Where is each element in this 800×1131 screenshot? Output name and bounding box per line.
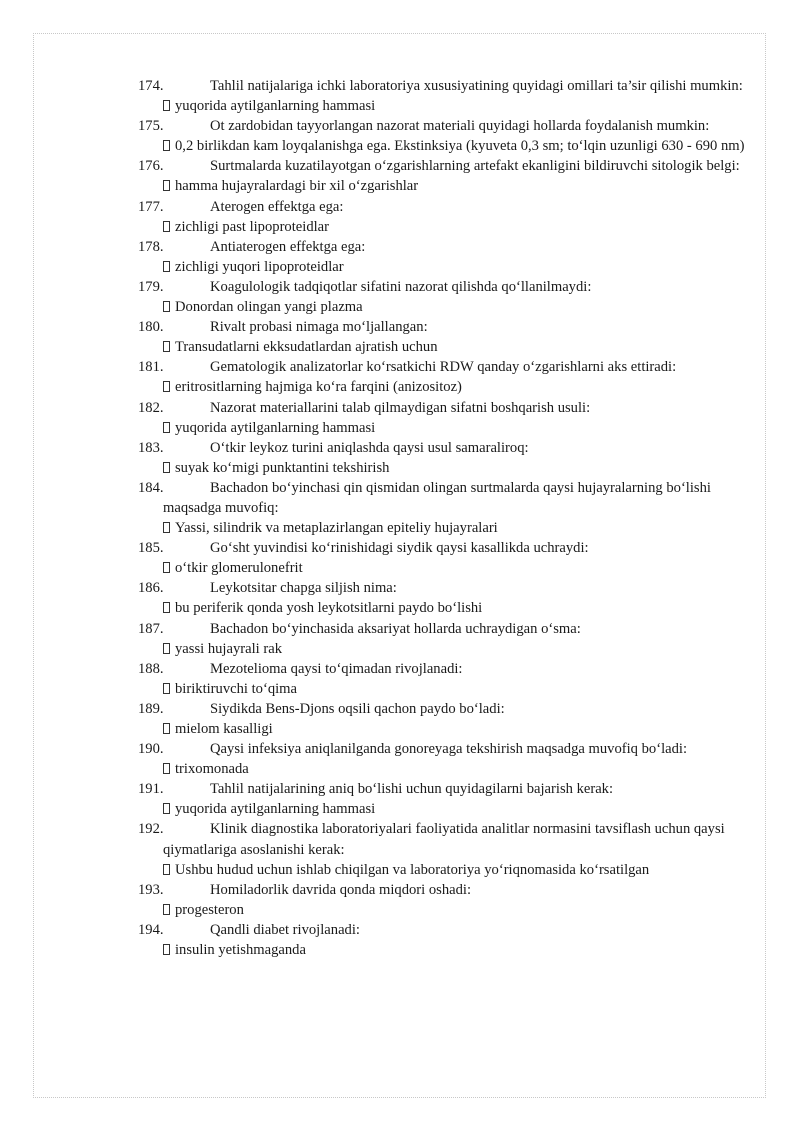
question	[138, 739, 746, 759]
answer-text: bu periferik qonda yosh leykotsitlarni paydo bo‘lishi	[175, 600, 483, 617]
question-text: Siydikda Bens-Djons oqsili qachon paydo bo‘ladi:	[210, 700, 505, 717]
checkbox-icon	[163, 140, 170, 151]
question-item	[138, 619, 746, 659]
question-number: 188.	[138, 660, 164, 677]
answer-text: insulin yetishmaganda	[175, 942, 306, 959]
question-item	[138, 438, 746, 478]
answer	[138, 759, 746, 779]
checkbox-icon	[163, 381, 170, 392]
checkbox-icon	[163, 723, 170, 734]
question-text: Tahlil natijalariga ichki laboratoriya xususiyatining quyidagi omillari ta’sir qilishi mumkin:	[210, 78, 743, 94]
question-text: Qandli diabet rivojlanadi:	[210, 921, 360, 938]
question-item	[138, 197, 746, 237]
question	[138, 538, 746, 558]
question-item	[138, 398, 746, 438]
checkbox-icon	[163, 462, 170, 473]
question	[138, 438, 746, 458]
checkbox-icon	[163, 904, 170, 915]
question-item	[138, 357, 746, 397]
question-item	[138, 116, 746, 156]
question-number: 178.	[138, 238, 164, 255]
question	[138, 819, 746, 859]
checkbox-icon	[163, 864, 170, 875]
question-number: 174.	[138, 78, 164, 94]
question-item	[138, 779, 746, 819]
question	[138, 619, 746, 639]
question-number: 192.	[138, 821, 164, 838]
question	[138, 920, 746, 940]
checkbox-icon	[163, 602, 170, 613]
question-number: 190.	[138, 741, 164, 758]
answer-text: zichligi yuqori lipoproteidlar	[175, 258, 344, 275]
answer-text: trixomonada	[175, 761, 249, 778]
question	[138, 478, 746, 518]
answer	[138, 598, 746, 618]
checkbox-icon	[163, 261, 170, 272]
question	[138, 398, 746, 418]
checkbox-icon	[163, 221, 170, 232]
answer-text: o‘tkir glomerulonefrit	[175, 560, 303, 577]
question-item	[138, 578, 746, 618]
question-text: Klinik diagnostika laboratoriyalari faoliyatida analitlar normasini tavsiflash uchun qaysi qiymatlariga asoslanishi kerak:	[163, 821, 725, 858]
question	[138, 699, 746, 719]
answer-text: Ushbu hudud uchun ishlab chiqilgan va laboratoriya yo‘riqnomasida ko‘rsatilgan	[175, 861, 650, 878]
answer-text: eritrositlarning hajmiga ko‘ra farqini (anizositoz)	[175, 379, 462, 396]
answer-text: biriktiruvchi to‘qima	[175, 680, 297, 697]
question-text: Leykotsitar chapga siljish nima:	[210, 580, 397, 597]
question-number: 184.	[138, 479, 164, 496]
answer-text: yuqorida aytilganlarning hammasi	[175, 98, 376, 115]
question-number: 193.	[138, 881, 164, 898]
answer	[138, 176, 746, 196]
answer	[138, 799, 746, 819]
question	[138, 237, 746, 257]
answer-text: zichligi past lipoproteidlar	[175, 218, 330, 235]
answer-text: Yassi, silindrik va metaplazirlangan epiteliy hujayralari	[175, 520, 498, 537]
answer	[138, 377, 746, 397]
answer	[138, 297, 746, 317]
question-item	[138, 277, 746, 317]
answer	[138, 639, 746, 659]
question-number: 191.	[138, 781, 164, 798]
checkbox-icon	[163, 180, 170, 191]
checkbox-icon	[163, 100, 170, 111]
question-number: 176.	[138, 158, 164, 175]
question-text: Gematologik analizatorlar ko‘rsatkichi RDW qanday o‘zgarishlarni aks ettiradi:	[210, 359, 677, 376]
question-item	[138, 317, 746, 357]
question-item	[138, 659, 746, 699]
question	[138, 578, 746, 598]
checkbox-icon	[163, 803, 170, 814]
question	[138, 197, 746, 217]
question-text: Qaysi infeksiya aniqlanilganda gonoreyaga tekshirish maqsadga muvofiq bo‘ladi:	[210, 741, 688, 758]
answer	[138, 217, 746, 237]
question-number: 181.	[138, 359, 164, 376]
answer	[138, 719, 746, 739]
question	[138, 317, 746, 337]
question-text: Koagulologik tadqiqotlar sifatini nazorat qilishda qo‘llanilmaydi:	[210, 278, 592, 295]
answer-text: Transudatlarni ekksudatlardan ajratish uchun	[175, 339, 438, 356]
question-number: 182.	[138, 399, 164, 416]
checkbox-icon	[163, 763, 170, 774]
question-number: 183.	[138, 439, 164, 456]
question-text: Surtmalarda kuzatilayotgan o‘zgarishlarning artefakt ekanligini bildiruvchi sitologik belgi:	[210, 158, 740, 175]
question-number: 186.	[138, 580, 164, 597]
question-text: O‘tkir leykoz turini aniqlashda qaysi usul samaraliroq:	[210, 439, 529, 456]
question	[138, 659, 746, 679]
question	[138, 357, 746, 377]
question-number: 177.	[138, 198, 164, 215]
question-text: Bachadon bo‘yinchasi qin qismidan olingan surtmalarda qaysi hujayralarning bo‘lishi maqsadga muvofiq:	[163, 479, 711, 516]
answer	[138, 558, 746, 578]
question-text: Tahlil natijalarining aniq bo‘lishi uchun quyidagilarni bajarish kerak:	[210, 781, 614, 798]
checkbox-icon	[163, 562, 170, 573]
question-item	[138, 76, 746, 116]
answer-text: yuqorida aytilganlarning hammasi	[175, 419, 376, 436]
question-text: Bachadon bo‘yinchasida aksariyat hollarda uchraydigan o‘sma:	[210, 620, 581, 637]
answer-text: Donordan olingan yangi plazma	[175, 299, 363, 316]
question-number: 185.	[138, 540, 164, 557]
checkbox-icon	[163, 643, 170, 654]
question-text: Aterogen effektga ega:	[210, 198, 344, 215]
answer	[138, 458, 746, 478]
question-number: 189.	[138, 700, 164, 717]
answer	[138, 418, 746, 438]
checkbox-icon	[163, 683, 170, 694]
answer-text: 0,2 birlikdan kam loyqalanishga ega. Ekstinksiya (kyuveta 0,3 sm; to‘lqin uzunligi 630 - 690 nm)	[175, 138, 745, 155]
answer	[138, 96, 746, 116]
question-number: 179.	[138, 278, 164, 295]
checkbox-icon	[163, 422, 170, 433]
question-item	[138, 538, 746, 578]
question-item	[138, 699, 746, 739]
question-number: 194.	[138, 921, 164, 938]
answer-text: hamma hujayralardagi bir xil o‘zgarishlar	[175, 178, 419, 195]
answer	[138, 136, 746, 156]
question-text: Nazorat materiallarini talab qilmaydigan sifatni boshqarish usuli:	[210, 399, 591, 416]
question-text: Go‘sht yuvindisi ko‘rinishidagi siydik qaysi kasallikda uchraydi:	[210, 540, 589, 557]
question-number: 180.	[138, 319, 164, 336]
question-text: Homiladorlik davrida qonda miqdori oshadi:	[210, 881, 472, 898]
question-item	[138, 478, 746, 538]
answer	[138, 337, 746, 357]
checkbox-icon	[163, 341, 170, 352]
answer-text: mielom kasalligi	[175, 721, 273, 737]
question-item	[138, 156, 746, 196]
question-text: Mezotelioma qaysi to‘qimadan rivojlanadi:	[210, 660, 463, 677]
checkbox-icon	[163, 522, 170, 533]
checkbox-icon	[163, 944, 170, 955]
question	[138, 116, 746, 136]
question	[138, 76, 746, 96]
question	[138, 779, 746, 799]
checkbox-icon	[163, 301, 170, 312]
answer-text: progesteron	[175, 901, 244, 918]
question-text: Ot zardobidan tayyorlangan nazorat materiali quyidagi hollarda foydalanish mumkin:	[210, 118, 710, 135]
question	[138, 277, 746, 297]
question-item	[138, 739, 746, 779]
question-text: Rivalt probasi nimaga mo‘ljallangan:	[210, 319, 428, 336]
question-number: 187.	[138, 620, 164, 637]
answer	[138, 900, 746, 920]
answer-text: suyak ko‘migi punktantini tekshirish	[175, 459, 390, 476]
question-list	[138, 76, 746, 960]
question-item	[138, 880, 746, 920]
question	[138, 880, 746, 900]
answer	[138, 679, 746, 699]
question	[138, 156, 746, 176]
answer	[138, 257, 746, 277]
answer-text: yuqorida aytilganlarning hammasi	[175, 801, 376, 818]
answer	[138, 940, 746, 960]
answer	[138, 860, 746, 880]
question-text: Antiaterogen effektga ega:	[210, 238, 366, 255]
answer	[138, 518, 746, 538]
question-item	[138, 920, 746, 960]
question-item	[138, 819, 746, 879]
answer-text: yassi hujayrali rak	[175, 640, 282, 657]
question-number: 175.	[138, 118, 164, 135]
question-item	[138, 237, 746, 277]
